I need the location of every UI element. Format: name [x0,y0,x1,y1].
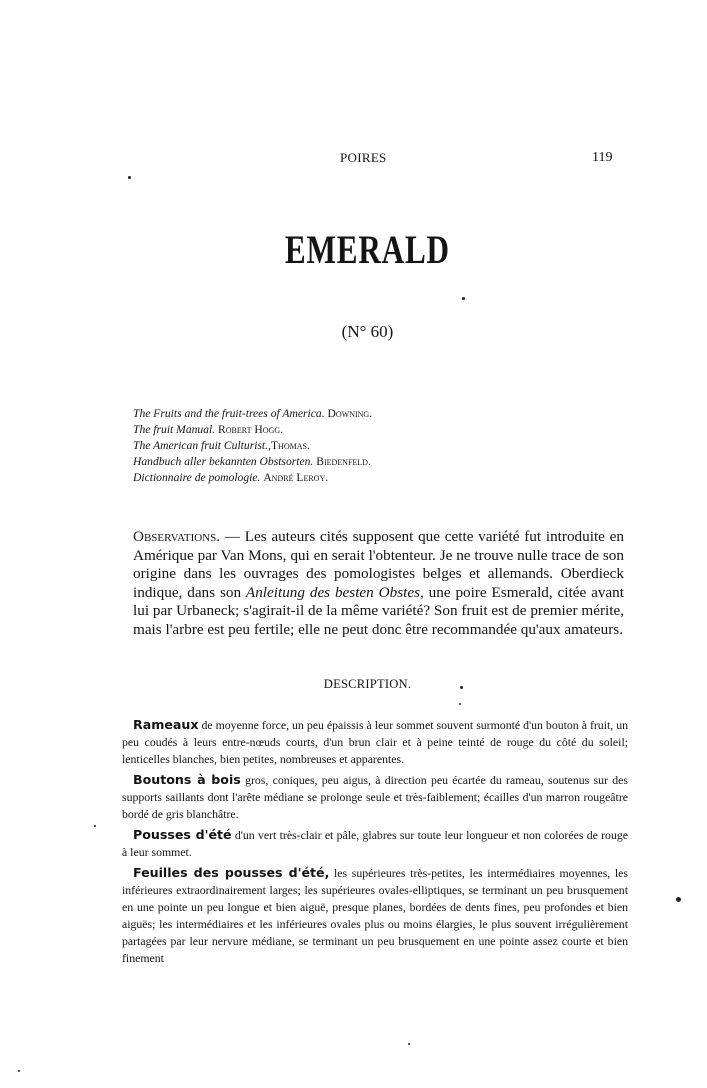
reference-item [133,454,372,470]
reference-work: The Fruits and the fruit-trees of America. [133,407,325,420]
variety-title: EMERALD [284,227,450,272]
ink-speck [94,825,96,827]
ink-speck [459,703,461,705]
reference-work: The American fruit Culturist. [133,439,269,452]
reference-item [133,422,372,438]
description-text: d'un vert très-clair et pâle, glabres sur toute leur longueur et non colorées de rouge à leur sommet. [122,828,628,859]
observations-text: , une poire Esmerald, citée avant lui par Urbaneck; s'agirait-il de la même variété? Son fruit est de premier mérite, mais l'arbre est peu fertile; elle ne peut donc être recommandée qu'aux amateurs. [133,583,624,638]
description-heading: DESCRIPTION. [323,677,412,691]
ink-speck [408,1043,410,1045]
reference-author: Downing. [327,407,373,420]
observations-label: Observations. [133,528,221,545]
ink-speck [460,686,463,689]
reference-item [133,470,372,486]
ink-speck [18,1070,20,1072]
description-body [122,716,628,970]
description-term: Rameaux [133,717,199,732]
description-text: les supérieures très-petites, les intermédiaires moyennes, les inférieures extraordinairement larges; les supérieures ovales-elliptiques, se terminant un peu brusquement en une pointe un peu longue et bien aiguë, presque planes, bordées de dents fines, peu profondes et bien aiguës; les intermédiaires et les inférieures ovales plus ou moins élargies, le plus souvent irrégulièrement partagées par leur nervure médiane, se terminant un peu brusquement en une pointe assez courte et bien finement [122,866,628,965]
reference-item [133,406,372,422]
ink-speck [676,897,681,902]
description-term: Boutons à bois [133,772,241,787]
reference-item [133,438,372,454]
running-head [0,150,707,170]
description-item [122,771,628,823]
description-text: gros, coniques, peu aigus, à direction peu écartée du rameau, soutenus sur des supports saillants dont l'arête médiane se prolonge seule et très-faiblement; écailles d'un marron rougeâtre bordé de gris blanchâtre. [122,773,628,821]
description-item [122,826,628,861]
observations-paragraph [133,528,624,640]
description-item [122,716,628,768]
description-term: Feuilles des pousses d'été, [133,865,330,880]
reference-author: Robert Hogg. [218,423,284,436]
ink-speck [462,297,465,300]
ink-speck [128,176,131,179]
reference-work: The fruit Manual. [133,423,216,436]
description-text: de moyenne force, un peu épaissis à leur sommet souvent surmonté d'un bouton à fruit, un peu coudés à leurs entre-nœuds courts, d'un brun clair et à peine teinté de rouge du côté du soleil; lenticelles blanches, bien petites, nombreuses et apparentes. [122,718,628,766]
reference-work: Handbuch aller bekannten Obstsorten. [133,455,314,468]
page-number: 119 [592,150,613,165]
description-item [122,864,628,967]
reference-author: André Leroy. [263,471,329,484]
observations-cited-work: Anleitung des besten Obstes [245,583,420,601]
description-term: Pousses d'été [133,827,232,842]
reference-list [133,406,372,486]
variety-number: (N° 60) [341,322,394,341]
reference-author: ,Thomas. [268,439,310,452]
running-title: POIRES [340,150,387,165]
reference-work: Dictionnaire de pomologie. [133,471,261,484]
observations-text: — Les auteurs cités supposent que cette variété fut introduite en Amérique par Van Mons, qui en serait l'obtenteur. Je ne trouve nulle trace de son origine dans les ouvrages des pomologistes belges et allemands. Oberdieck indique, dans son [133,528,624,601]
reference-author: Biedenfeld. [316,455,371,468]
